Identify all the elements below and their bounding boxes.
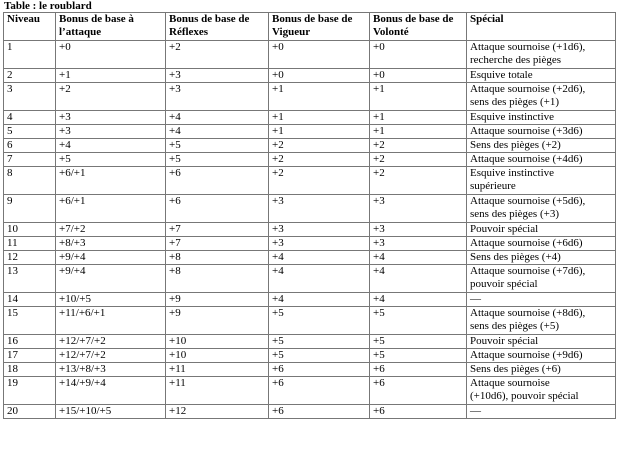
special-line: Attaque sournoise — [470, 377, 550, 389]
special-line: — — [470, 405, 481, 417]
cell-volonte: +2 — [370, 153, 467, 167]
cell-attaque: +6/+1 — [56, 195, 166, 223]
table-row — [4, 251, 616, 265]
cell-niveau: 20 — [4, 405, 56, 419]
table-row — [4, 405, 616, 419]
cell-vigueur: +4 — [269, 265, 370, 293]
special-line: Attaque sournoise (+4d6) — [470, 153, 583, 165]
cell-volonte: +0 — [370, 41, 467, 69]
cell-attaque: +5 — [56, 153, 166, 167]
header-vigueur: Bonus de base de Vigueur — [269, 13, 370, 41]
cell-special — [467, 41, 616, 69]
cell-attaque: +10/+5 — [56, 293, 166, 307]
cell-special — [467, 237, 616, 251]
cell-special — [467, 363, 616, 377]
cell-attaque: +13/+8/+3 — [56, 363, 166, 377]
cell-vigueur: +2 — [269, 167, 370, 195]
cell-niveau: 8 — [4, 167, 56, 195]
table-row — [4, 377, 616, 405]
cell-special — [467, 69, 616, 83]
cell-special — [467, 293, 616, 307]
special-line: Attaque sournoise (+7d6), — [470, 265, 586, 277]
cell-reflexes: +4 — [166, 111, 269, 125]
cell-volonte: +2 — [370, 139, 467, 153]
cell-reflexes: +9 — [166, 293, 269, 307]
cell-attaque: +7/+2 — [56, 223, 166, 237]
cell-special — [467, 405, 616, 419]
cell-niveau: 7 — [4, 153, 56, 167]
cell-special — [467, 307, 616, 335]
table-row — [4, 69, 616, 83]
special-line: sens des pièges (+5) — [470, 320, 559, 332]
cell-vigueur: +4 — [269, 251, 370, 265]
cell-niveau: 9 — [4, 195, 56, 223]
special-line: Attaque sournoise (+8d6), — [470, 307, 586, 319]
special-line: supérieure — [470, 180, 516, 192]
special-line: Attaque sournoise (+9d6) — [470, 349, 583, 361]
cell-special — [467, 265, 616, 293]
cell-volonte: +1 — [370, 111, 467, 125]
table-row — [4, 111, 616, 125]
cell-special — [467, 153, 616, 167]
table-row — [4, 293, 616, 307]
cell-niveau: 2 — [4, 69, 56, 83]
cell-attaque: +14/+9/+4 — [56, 377, 166, 405]
header-volonte: Bonus de base de Volonté — [370, 13, 467, 41]
special-line: Attaque sournoise (+2d6), — [470, 83, 586, 95]
cell-vigueur: +0 — [269, 69, 370, 83]
table-row — [4, 363, 616, 377]
special-line: Sens des pièges (+6) — [470, 363, 561, 375]
cell-niveau: 19 — [4, 377, 56, 405]
table-row — [4, 153, 616, 167]
cell-volonte: +3 — [370, 237, 467, 251]
cell-attaque: +1 — [56, 69, 166, 83]
cell-niveau: 5 — [4, 125, 56, 139]
cell-niveau: 1 — [4, 41, 56, 69]
cell-special — [467, 251, 616, 265]
cell-attaque: +12/+7/+2 — [56, 349, 166, 363]
special-line: Esquive totale — [470, 69, 533, 81]
cell-volonte: +1 — [370, 125, 467, 139]
cell-attaque: +3 — [56, 125, 166, 139]
table-caption: Table : le roublard — [4, 0, 92, 12]
cell-volonte: +4 — [370, 251, 467, 265]
cell-volonte: +5 — [370, 307, 467, 335]
cell-volonte: +3 — [370, 223, 467, 237]
cell-vigueur: +0 — [269, 41, 370, 69]
special-line: — — [470, 293, 481, 305]
cell-vigueur: +6 — [269, 363, 370, 377]
cell-reflexes: +11 — [166, 377, 269, 405]
cell-attaque: +3 — [56, 111, 166, 125]
special-line: sens des pièges (+3) — [470, 208, 559, 220]
table-row — [4, 139, 616, 153]
cell-volonte: +5 — [370, 349, 467, 363]
cell-vigueur: +3 — [269, 223, 370, 237]
cell-niveau: 15 — [4, 307, 56, 335]
roublard-progression-table — [3, 12, 616, 419]
cell-volonte: +2 — [370, 167, 467, 195]
cell-reflexes: +4 — [166, 125, 269, 139]
cell-volonte: +6 — [370, 405, 467, 419]
cell-vigueur: +4 — [269, 293, 370, 307]
special-line: Pouvoir spécial — [470, 223, 539, 235]
cell-volonte: +1 — [370, 83, 467, 111]
special-line: Attaque sournoise (+5d6), — [470, 195, 586, 207]
cell-attaque: +9/+4 — [56, 265, 166, 293]
special-line: Attaque sournoise (+1d6), — [470, 41, 586, 53]
cell-attaque: +15/+10/+5 — [56, 405, 166, 419]
special-line: Pouvoir spécial — [470, 335, 539, 347]
header-reflexes: Bonus de base de Réflexes — [166, 13, 269, 41]
cell-volonte: +6 — [370, 377, 467, 405]
cell-niveau: 10 — [4, 223, 56, 237]
cell-vigueur: +1 — [269, 111, 370, 125]
cell-volonte: +4 — [370, 265, 467, 293]
cell-volonte: +5 — [370, 335, 467, 349]
cell-special — [467, 139, 616, 153]
cell-niveau: 13 — [4, 265, 56, 293]
header-niveau: Niveau — [4, 13, 56, 41]
cell-vigueur: +6 — [269, 377, 370, 405]
cell-reflexes: +12 — [166, 405, 269, 419]
cell-niveau: 18 — [4, 363, 56, 377]
special-line: pouvoir spécial — [470, 278, 538, 290]
cell-reflexes: +7 — [166, 223, 269, 237]
table-row — [4, 223, 616, 237]
cell-niveau: 6 — [4, 139, 56, 153]
cell-vigueur: +1 — [269, 83, 370, 111]
header-row — [4, 13, 616, 41]
table-body — [4, 41, 616, 419]
cell-niveau: 17 — [4, 349, 56, 363]
cell-special — [467, 195, 616, 223]
special-line: Attaque sournoise (+6d6) — [470, 237, 583, 249]
table-row — [4, 167, 616, 195]
cell-reflexes: +5 — [166, 139, 269, 153]
table-row — [4, 41, 616, 69]
cell-special — [467, 125, 616, 139]
cell-attaque: +8/+3 — [56, 237, 166, 251]
cell-attaque: +0 — [56, 41, 166, 69]
cell-niveau: 14 — [4, 293, 56, 307]
cell-reflexes: +10 — [166, 335, 269, 349]
table-row — [4, 125, 616, 139]
cell-vigueur: +5 — [269, 335, 370, 349]
special-line: (+10d6), pouvoir spécial — [470, 390, 579, 402]
cell-reflexes: +5 — [166, 153, 269, 167]
cell-vigueur: +2 — [269, 139, 370, 153]
special-line: Sens des pièges (+4) — [470, 251, 561, 263]
cell-attaque: +6/+1 — [56, 167, 166, 195]
cell-reflexes: +2 — [166, 41, 269, 69]
cell-volonte: +6 — [370, 363, 467, 377]
cell-attaque: +2 — [56, 83, 166, 111]
cell-special — [467, 83, 616, 111]
cell-attaque: +12/+7/+2 — [56, 335, 166, 349]
table-row — [4, 265, 616, 293]
cell-niveau: 16 — [4, 335, 56, 349]
header-attaque: Bonus de base à l’attaque — [56, 13, 166, 41]
table-row — [4, 195, 616, 223]
cell-reflexes: +9 — [166, 307, 269, 335]
cell-reflexes: +3 — [166, 69, 269, 83]
special-line: Esquive instinctive — [470, 167, 555, 179]
cell-special — [467, 167, 616, 195]
cell-vigueur: +5 — [269, 307, 370, 335]
table-row — [4, 335, 616, 349]
cell-special — [467, 349, 616, 363]
cell-niveau: 4 — [4, 111, 56, 125]
special-line: Esquive instinctive — [470, 111, 555, 123]
cell-reflexes: +6 — [166, 167, 269, 195]
cell-niveau: 11 — [4, 237, 56, 251]
cell-vigueur: +1 — [269, 125, 370, 139]
cell-special — [467, 377, 616, 405]
cell-volonte: +4 — [370, 293, 467, 307]
special-line: Sens des pièges (+2) — [470, 139, 561, 151]
cell-vigueur: +3 — [269, 195, 370, 223]
cell-vigueur: +2 — [269, 153, 370, 167]
special-line: sens des pièges (+1) — [470, 96, 559, 108]
cell-reflexes: +8 — [166, 265, 269, 293]
special-line: recherche des pièges — [470, 54, 562, 66]
cell-special — [467, 111, 616, 125]
table-row — [4, 237, 616, 251]
cell-reflexes: +3 — [166, 83, 269, 111]
special-line: Attaque sournoise (+3d6) — [470, 125, 583, 137]
cell-volonte: +0 — [370, 69, 467, 83]
cell-niveau: 12 — [4, 251, 56, 265]
cell-reflexes: +10 — [166, 349, 269, 363]
cell-vigueur: +5 — [269, 349, 370, 363]
table-row — [4, 349, 616, 363]
cell-reflexes: +8 — [166, 251, 269, 265]
cell-attaque: +4 — [56, 139, 166, 153]
cell-attaque: +9/+4 — [56, 251, 166, 265]
cell-vigueur: +6 — [269, 405, 370, 419]
cell-reflexes: +6 — [166, 195, 269, 223]
header-special: Spécial — [467, 13, 616, 41]
table-row — [4, 83, 616, 111]
cell-attaque: +11/+6/+1 — [56, 307, 166, 335]
cell-reflexes: +11 — [166, 363, 269, 377]
cell-reflexes: +7 — [166, 237, 269, 251]
table-row — [4, 307, 616, 335]
cell-vigueur: +3 — [269, 237, 370, 251]
cell-niveau: 3 — [4, 83, 56, 111]
cell-special — [467, 223, 616, 237]
cell-special — [467, 335, 616, 349]
cell-volonte: +3 — [370, 195, 467, 223]
